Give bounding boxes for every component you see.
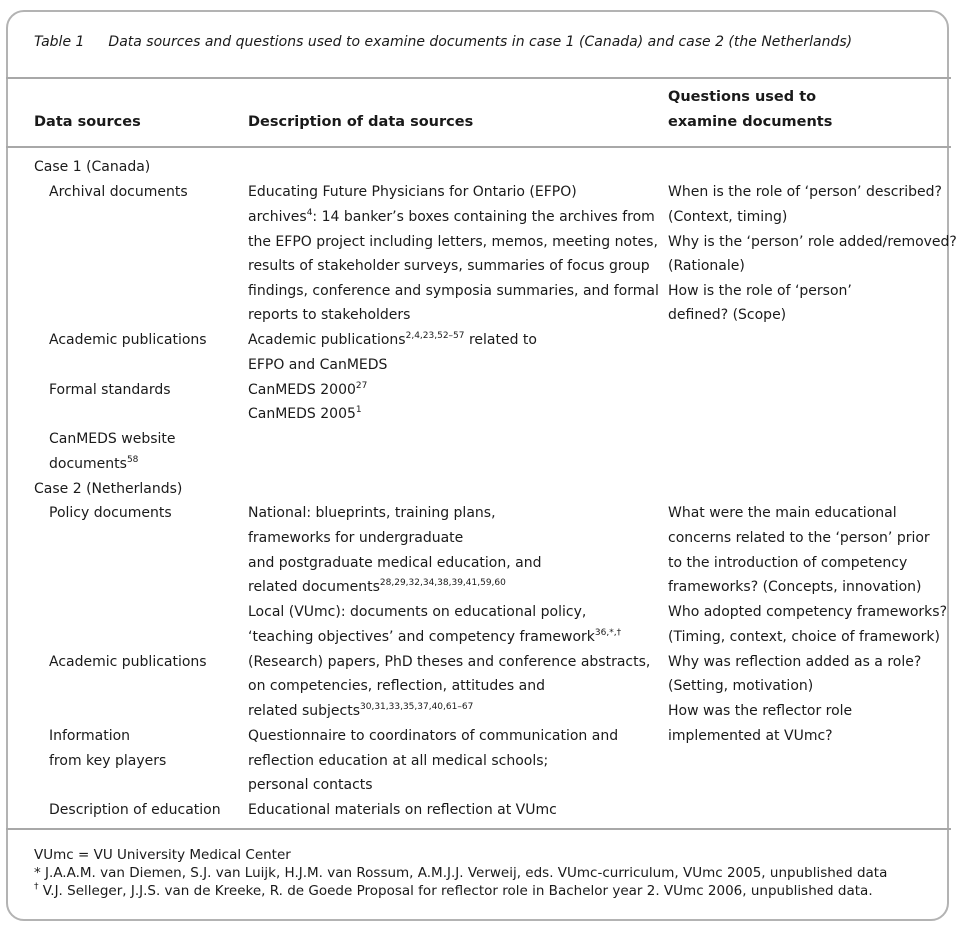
case1-question-2: (Context, timing) [668,209,788,225]
case2-academic-desc-3: related subjects$^{30,31,33,35,37,40,61-67}$ [248,702,474,719]
case2-academic-desc-2: on competencies, reflection, attitudes and [248,678,545,694]
case2-question-5: Who adopted competency frameworks? [668,604,948,620]
case2-info-desc-1: Questionnaire to coordinators of communication and [248,728,619,744]
case1-formal-desc-1: CanMEDS 2000$^{27}$ [248,381,368,398]
table-caption [34,33,852,51]
caption-label: Table 1 [34,34,85,50]
case2-info-desc-2: reflection education at all medical schools; [248,753,549,769]
case2-question-10: implemented at VUmc? [668,728,833,744]
case2-policy-desc-1: National: blueprints, training plans, [248,505,496,521]
case2-question-1: What were the main educational [668,505,897,521]
case1-academic-source: Academic publications [49,332,207,348]
case1-academic-desc-2: EFPO and CanMEDS [248,357,388,373]
case2-education-desc-1: Educational materials on reflection at VUmc [248,802,557,818]
case1-archival-desc-3: the EFPO project including letters, memos, meeting notes, [248,234,658,250]
case1-archival-desc-4: results of stakeholder surveys, summaries of focus group [248,258,650,274]
case1-website-source-2: documents$^{58}$ [49,455,139,472]
case2-question-8: (Setting, motivation) [668,678,814,694]
case1-formal-source: Formal standards [49,382,171,398]
case2-question-3: to the introduction of competency [668,555,908,571]
case2-policy-desc-2: frameworks for undergraduate [248,530,464,546]
case1-archival-source: Archival documents [49,184,188,200]
footer-rule [6,828,951,830]
footnote-abbreviation: VUmc = VU University Medical Center [34,847,291,863]
case1-archival-desc-1: Educating Future Physicians for Ontario (EFPO) [248,184,577,200]
header-data-sources: Data sources [34,114,141,130]
header-rule [6,146,951,148]
header-description: Description of data sources [248,114,474,130]
case1-question-1: When is the role of ‘person’ described? [668,184,942,200]
footnote-dagger: † V.J. Selleger, J.J.S. van de Kreeke, R. de Goede Proposal for reflector role in Bachelor year 2. VUmc 2006, unpublished data. [34,882,873,899]
case1-question-6: defined? (Scope) [668,307,787,323]
case1-question-4: (Rationale) [668,258,745,274]
case1-website-source-1: CanMEDS website [49,431,176,447]
case2-policy-desc-6: ‘teaching objectives’ and competency framework$^{36,*,\dagger}$ [248,628,622,645]
case1-question-5: How is the role of ‘person’ [668,283,852,299]
caption-text: Data sources and questions used to examine documents in case 1 (Canada) and case 2 (the Netherlands) [108,34,853,50]
case2-policy-desc-4: related documents$^{28,29,32,34,38,39,41,59,60}$ [248,578,506,595]
case2-question-2: concerns related to the ‘person’ prior [668,530,930,546]
case2-education-source: Description of education [49,802,221,818]
case2-policy-desc-5: Local (VUmc): documents on educational policy, [248,604,587,620]
case2-question-4: frameworks? (Concepts, innovation) [668,579,922,595]
caption-rule [6,77,951,79]
case2-academic-desc-1: (Research) papers, PhD theses and conference abstracts, [248,654,651,670]
case2-policy-source: Policy documents [49,505,172,521]
case2-label: Case 2 (Netherlands) [34,481,183,497]
case1-academic-desc-1: Academic publications$^{2,4,23,52-57}$ related to [248,331,537,348]
case1-label: Case 1 (Canada) [34,159,151,175]
case2-question-6: (Timing, context, choice of framework) [668,629,940,645]
case1-archival-desc-2: archives$^4$: 14 banker’s boxes containing the archives from [248,208,655,225]
header-questions-line1: Questions used to [668,89,817,105]
case2-question-7: Why was reflection added as a role? [668,654,922,670]
case2-academic-source: Academic publications [49,654,207,670]
header-questions-line2: examine documents [668,114,833,130]
case2-info-source-1: Information [49,728,131,744]
case1-archival-desc-5: findings, conference and symposia summaries, and formal [248,283,659,299]
case1-question-3: Why is the ‘person’ role added/removed? [668,234,957,250]
case2-question-9: How was the reflector role [668,703,853,719]
case2-info-desc-3: personal contacts [248,777,373,793]
case1-archival-desc-6: reports to stakeholders [248,307,411,323]
case2-policy-desc-3: and postgraduate medical education, and [248,555,542,571]
footnote-star: * J.A.A.M. van Diemen, S.J. van Luijk, H.J.M. van Rossum, A.M.J.J. Verweij, eds. VUmc-curriculum, VUmc 2005, unpublished data [34,865,888,881]
case2-info-source-2: from key players [49,753,167,769]
case1-formal-desc-2: CanMEDS 2005$^1$ [248,405,362,422]
